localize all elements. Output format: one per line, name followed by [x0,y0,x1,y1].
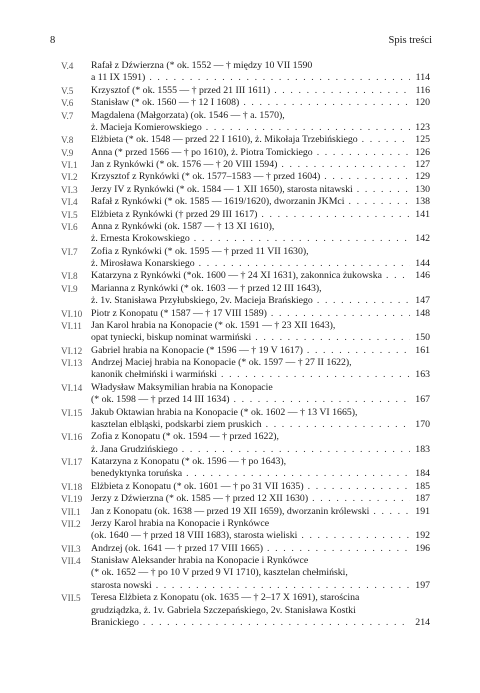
entry-code: VI.15 [61,407,83,418]
leader-dots [357,184,410,196]
entry-text: (ok. 1640 — † przed 18 VIII 1683), starosta wieliski [91,530,298,542]
entry-text: Jan z Konopatu (ok. 1638 — przed 19 XII 1659), dworzanin królewski [91,505,370,517]
entry-text: Jerzy Karol hrabia na Konopacie i Rynkówce [91,517,270,529]
entry-text: Zofia z Konopatu (* ok. 1594 — † przed 1622), [91,431,280,443]
entry-page-number: 161 [415,344,430,356]
entry-page-number: 150 [415,332,430,344]
entry-line [91,258,430,270]
entry-text: grudziądzka, ż. 1v. Gabriela Szczepańskiego, 2v. Stanisława Kostki [91,604,356,616]
entry-text: Elżbieta z Konopatu (* ok. 1601 — † po 31 VII 1635) [91,480,304,492]
entry-line [91,530,430,542]
entry-page-number: 141 [415,208,430,220]
entry-page-number: 167 [415,394,430,406]
entry-text: (* ok. 1598 — † przed 14 III 1634) [91,394,230,406]
entry-code: VI.11 [61,320,82,331]
entry-line [91,283,430,295]
leader-dots [234,394,411,406]
leader-dots [149,72,410,84]
entry-text: Teresa Elżbieta z Konopatu (ok. 1635 — † 2–17 X 1691), starościna [91,592,360,604]
entry-line [91,320,430,332]
page-number: 8 [50,35,56,46]
entry-line [91,456,430,468]
running-header [50,35,432,49]
toc-entry [61,147,430,159]
entry-text: Andrzej Maciej hrabia na Konopacie (* ok. 1597 — † 27 II 1622), [91,357,352,368]
entry-page-number: 196 [415,542,430,554]
entry-line [91,357,430,369]
entry-line [91,196,430,208]
entry-text: Katarzyna z Rynkówki (*ok. 1600 — † 24 XI 1631), zakonnica żukowska [91,270,382,282]
entry-text: Rafał z Dźwierzna (* ok. 1552 — † między 10 VII 1590 [91,60,313,71]
entry-line [91,97,430,109]
entry-page-number: 125 [415,134,430,146]
toc-entry [61,184,430,196]
entry-line [91,270,430,282]
entry-text: Jan z Rynkówki (* ok. 1576 — † 20 VIII 1594) [91,159,278,170]
leader-dots [324,171,410,183]
entry-line [91,419,430,431]
entry-page-number: 147 [415,295,430,307]
entry-code: VI.5 [61,209,78,220]
leader-dots [182,444,410,456]
leader-dots [271,308,410,320]
entry-code: VII.3 [61,543,81,554]
entry-page-number: 126 [415,146,430,158]
entry-text: ż. 1v. Stanisława Przyłubskiego, 2v. Macieja Brańskiego [91,295,313,307]
entry-code: V.9 [61,147,74,158]
entry-line [91,382,430,394]
entry-text: Gabriel hrabia na Konopacie (* 1596 — † 19 V 1617) [91,344,303,356]
entry-text: Andrzej (ok. 1641 — † przed 17 VIII 1665) [91,542,264,554]
entry-code: VI.3 [61,184,78,195]
entry-code: V.7 [61,110,74,121]
toc-entry [61,506,430,518]
entry-page-number: 187 [415,493,430,505]
toc-entry [61,308,430,320]
entry-line [91,493,430,505]
entry-line [91,209,430,221]
leader-dots [267,543,410,555]
entry-line [91,605,430,617]
entry-page-number: 130 [415,183,430,195]
entry-code: VI.9 [61,283,78,294]
entry-line [91,134,430,146]
entry-text: ż. Mirosława Konarskiego [91,258,195,269]
entry-text: Zofia z Rynkówki (* ok. 1595 — † przed 11 VII 1630), [91,245,309,257]
entry-text: Stanisław (* ok. 1560 — † 12 I 1608) [91,97,240,109]
entry-text: (* ok. 1652 — † po 10 V przed 9 VI 1710), kasztelan chełmiński, [91,567,348,579]
toc-entry [61,592,430,629]
entry-page-number: 144 [415,258,430,269]
entry-code: V.4 [61,61,74,71]
entry-line [91,407,430,419]
toc-entry [61,60,430,85]
entry-code: VII.4 [61,556,81,566]
leader-dots [266,419,410,431]
entry-code: VI.2 [61,172,78,183]
entry-code: VI.1 [61,160,78,170]
entry-code: V.6 [61,98,74,109]
entry-page-number: 191 [415,505,430,517]
entry-page-number: 114 [415,72,430,84]
entry-page-number: 184 [415,468,430,480]
entry-text: Elżbieta z Rynkówki († przed 29 III 1617) [91,208,258,220]
entry-line [91,60,430,72]
entry-line [91,110,430,122]
toc-entry [61,320,430,345]
table-of-contents [61,60,430,629]
toc-entry [61,407,430,432]
entry-line [91,444,430,456]
entry-line [91,159,430,171]
entry-page-number: 197 [415,579,430,591]
toc-entry [61,270,430,282]
toc-entry [61,456,430,481]
entry-code: VII.5 [61,593,81,604]
entry-line [91,369,430,381]
entry-line [91,394,430,406]
entry-line [91,295,430,307]
toc-entry [61,431,430,456]
entry-code: VI.14 [61,382,83,393]
leader-dots [312,493,410,505]
leader-dots [362,134,410,146]
leader-dots [206,122,410,134]
entry-code: VI.10 [61,308,83,319]
entry-line [91,506,430,518]
entry-line [91,481,430,493]
entry-page-number: 163 [415,369,430,381]
leader-dots [243,97,410,109]
leader-dots [308,481,410,493]
toc-entry [61,97,430,109]
entry-page-number: 170 [415,418,430,430]
entry-page-number: 120 [415,97,430,109]
running-title: Spis treści [388,35,432,46]
leader-dots [156,580,410,592]
entry-page-number: 192 [415,530,430,542]
entry-code: VI.19 [61,494,83,505]
toc-entry [61,493,430,505]
entry-page-number: 214 [415,616,430,628]
entry-text: Władysław Maksymilian hrabia na Konopacie [91,381,273,393]
entry-page-number: 142 [415,233,430,245]
entry-page-number: 129 [415,171,430,183]
entry-text: ż. Ernesta Krokowskiego [91,233,190,245]
toc-entry [61,110,430,135]
entry-code: VII.2 [61,518,81,529]
toc-entry [61,171,430,183]
entry-code: VI.17 [61,457,83,467]
leader-dots [386,270,410,282]
toc-entry [61,85,430,97]
entry-text: kasztelan elbląski, podskarbi ziem pruskich [91,418,262,430]
leader-dots [194,233,410,245]
leader-dots [255,332,410,344]
entry-text: Katarzyna z Konopatu (* ok. 1596 — † po 1643), [91,456,287,467]
entry-line [91,171,430,183]
entry-line [91,592,430,604]
entry-page-number: 185 [415,480,430,492]
leader-dots [274,85,410,97]
entry-text: Branickiego [91,616,139,628]
entry-code: VI.8 [61,271,78,282]
entry-text: Anna (* przed 1566 — † po 1610), ż. Piotra Tomickiego [91,146,313,158]
entry-line [91,122,430,134]
entry-code: VI.7 [61,246,78,257]
entry-page-number: 183 [415,443,430,455]
toc-entry [61,196,430,208]
entry-text: Stanisław Aleksander hrabia na Konopacie i Rynkówce [91,555,309,566]
toc-entry [61,382,430,407]
toc-entry [61,357,430,382]
entry-text: starosta nowski [91,579,152,591]
leader-dots [143,617,410,629]
entry-code: VII.1 [61,506,81,517]
entry-line [91,233,430,245]
entry-line [91,555,430,567]
entry-line [91,221,430,233]
toc-entry [61,134,430,146]
entry-code: V.8 [61,135,74,146]
entry-text: Elżbieta (* ok. 1548 — przed 22 I 1610), ż. Mikołaja Trzebińskiego [91,134,358,146]
leader-dots [261,209,410,221]
toc-entry [61,481,430,493]
entry-line [91,431,430,443]
entry-text: ż. Macieja Komierowskiego [91,121,202,133]
toc-entry [61,221,430,246]
entry-text: Jerzy IV z Rynkówki (* ok. 1584 — 1 XII 1650), starosta nitawski [91,183,353,195]
entry-text: ż. Jana Grudzińskiego [91,443,178,455]
entry-line [91,543,430,555]
entry-text: a 11 IX 1591) [91,72,146,84]
entry-text: opat tyniecki, biskup nominat warmiński [91,332,252,344]
entry-text: kanonik chełmiński i warmiński [91,369,217,381]
leader-dots [317,147,410,159]
leader-dots [301,530,410,542]
entry-line [91,184,430,196]
entry-page-number: 127 [415,159,430,170]
entry-line [91,518,430,530]
entry-line [91,617,430,629]
leader-dots [307,345,410,357]
leader-dots [186,468,410,480]
entry-text: Jerzy z Dźwierzna (* ok. 1585 — † przed 12 XII 1630) [91,493,309,505]
toc-entry [61,518,430,543]
entry-text: Jan Karol hrabia na Konopacie (* ok. 1591 — † 23 XII 1643), [91,319,336,331]
toc-entry [61,555,430,592]
entry-code: VI.13 [61,358,83,368]
entry-line [91,72,430,84]
entry-line [91,147,430,159]
entry-page-number: 123 [415,121,430,133]
entry-text: Piotr z Konopatu (* 1587 — † 17 VIII 1589) [91,307,267,319]
leader-dots [281,159,410,171]
leader-dots [221,369,410,381]
entry-code: V.5 [61,85,74,96]
toc-entry [61,209,430,221]
entry-page-number: 116 [415,84,430,96]
leader-dots [199,258,410,270]
entry-line [91,332,430,344]
entry-text: Anna z Rynkówki (ok. 1587 — † 13 XI 1610), [91,220,275,232]
leader-dots [317,295,410,307]
entry-line [91,345,430,357]
toc-entry [61,246,430,271]
entry-text: Krzysztof (* ok. 1555 — † przed 21 III 1611) [91,84,271,96]
entry-text: Rafał z Rynkówki (* ok. 1585 — 1619/1620), dworzanin JKMci [91,196,345,208]
entry-line [91,308,430,320]
entry-code: VI.12 [61,345,83,356]
entry-text: Krzysztof z Rynkówki (* ok. 1577–1583 — † przed 1604) [91,171,321,183]
toc-entry [61,283,430,308]
entry-page-number: 138 [415,196,430,208]
leader-dots [373,506,410,518]
entry-text: Marianna z Rynkówki (* ok. 1603 — † przed 12 III 1643), [91,282,322,294]
toc-entry [61,543,430,555]
entry-line [91,246,430,258]
entry-code: VI.18 [61,481,83,492]
entry-code: VI.4 [61,197,78,208]
entry-line [91,567,430,579]
entry-page-number: 146 [415,270,430,282]
toc-entry [61,159,430,171]
entry-text: benedyktynka toruńska [91,468,183,480]
entry-page-number: 148 [415,307,430,319]
entry-line [91,468,430,480]
toc-entry [61,345,430,357]
leader-dots [348,196,410,208]
entry-text: Magdalena (Małgorzata) (ok. 1546 — † a. 1570), [91,109,285,121]
entry-line [91,580,430,592]
entry-code: VI.6 [61,221,78,232]
entry-text: Jakub Oktawian hrabia na Konopacie (* ok. 1602 — † 13 VI 1665), [91,406,358,418]
entry-line [91,85,430,97]
entry-code: VI.16 [61,432,83,443]
